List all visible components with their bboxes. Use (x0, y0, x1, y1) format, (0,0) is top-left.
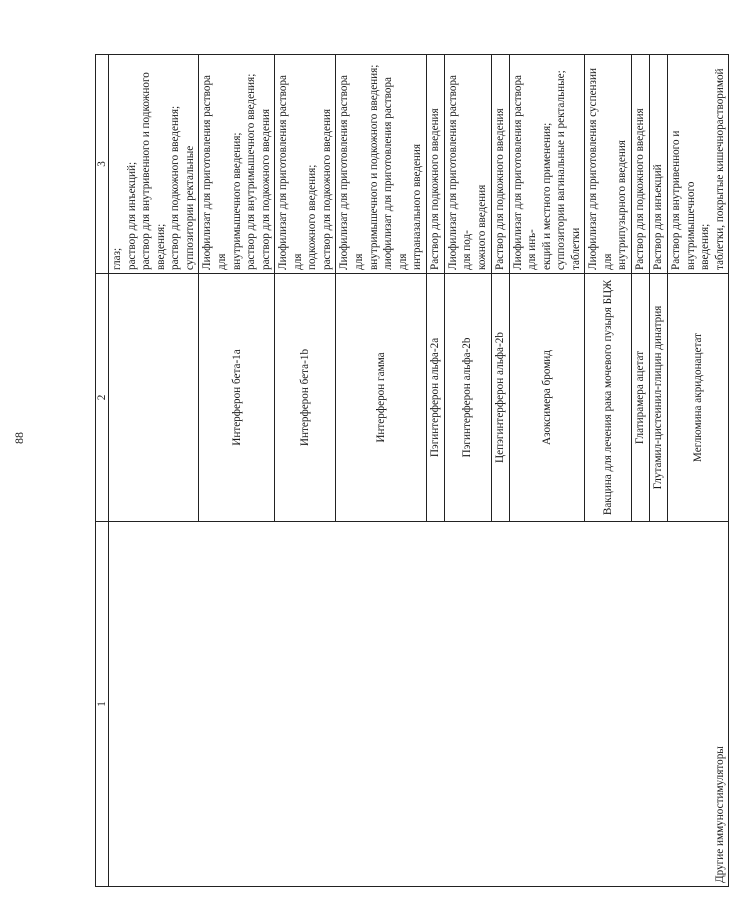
table-row (109, 55, 199, 887)
page-number: 88 (12, 432, 26, 444)
dosage-forms: Раствор для подкожного введения (426, 55, 444, 274)
drug-name: Вакцина для лечения рака мочевого пузыря БЦЖ (585, 274, 632, 522)
dosage-forms: Лиофилизат для приготовления раствора для инъ- екций и местного применения; суппозитории вагинальные и ректальные; таблетки (509, 55, 585, 274)
drug-name: Пэгинтерферон альфа-2b (444, 274, 491, 522)
dosage-forms: Лиофилизат для приготовления суспензии для внутрипузырного введения (585, 55, 632, 274)
drug-name: Интерферон бета-1а (199, 274, 275, 522)
column-header: 1 (96, 522, 109, 887)
rotated-table-container (95, 55, 726, 887)
drug-name: Глутамил-цистеинил-глицин динатрия (650, 274, 668, 522)
dosage-forms: Раствор для подкожного введения (491, 55, 509, 274)
drug-name (109, 274, 199, 522)
drug-name: Меглюмина акридонацетат (668, 274, 729, 522)
dosage-forms: Лиофилизат для приготовления раствора для подкожного введения; раствор для подкожного введения (275, 55, 336, 274)
dosage-forms: Лиофилизат для приготовления раствора для внутримышечного и подкожного введения; лиофилизат для приготовления раствора для интраназального введения (336, 55, 426, 274)
drug-name: Интерферон бета-1b (275, 274, 336, 522)
table-header-row (96, 55, 109, 887)
medication-table (95, 54, 729, 887)
drug-name: Цепэгинтерферон альфа-2b (491, 274, 509, 522)
dosage-forms: Лиофилизат для приготовления раствора для под- кожного введения (444, 55, 491, 274)
drug-name: Азоксимера бромид (509, 274, 585, 522)
group-label: Другие иммуностимуляторы (109, 522, 729, 887)
drug-name: Пэгинтерферон альфа-2а (426, 274, 444, 522)
dosage-forms: Раствор для внутривенного и внутримышечного введения; таблетки, покрытые кишечнорастворимой (668, 55, 729, 274)
drug-name: Глатирамера ацетат (632, 274, 650, 522)
dosage-forms: Раствор для подкожного введения (632, 55, 650, 274)
dosage-forms: глаз; раствор для инъекций; раствор для внутривенного и подкожного введения; раствор для подкожного введения; суппозитории ректальные (109, 55, 199, 274)
column-header: 2 (96, 274, 109, 522)
dosage-forms: Лиофилизат для приготовления раствора для внутримышечного введения; раствор для внутримышечного введения; раствор для подкожного введения (199, 55, 275, 274)
column-header: 3 (96, 55, 109, 274)
dosage-forms: Раствор для инъекций (650, 55, 668, 274)
drug-name: Интерферон гамма (336, 274, 426, 522)
